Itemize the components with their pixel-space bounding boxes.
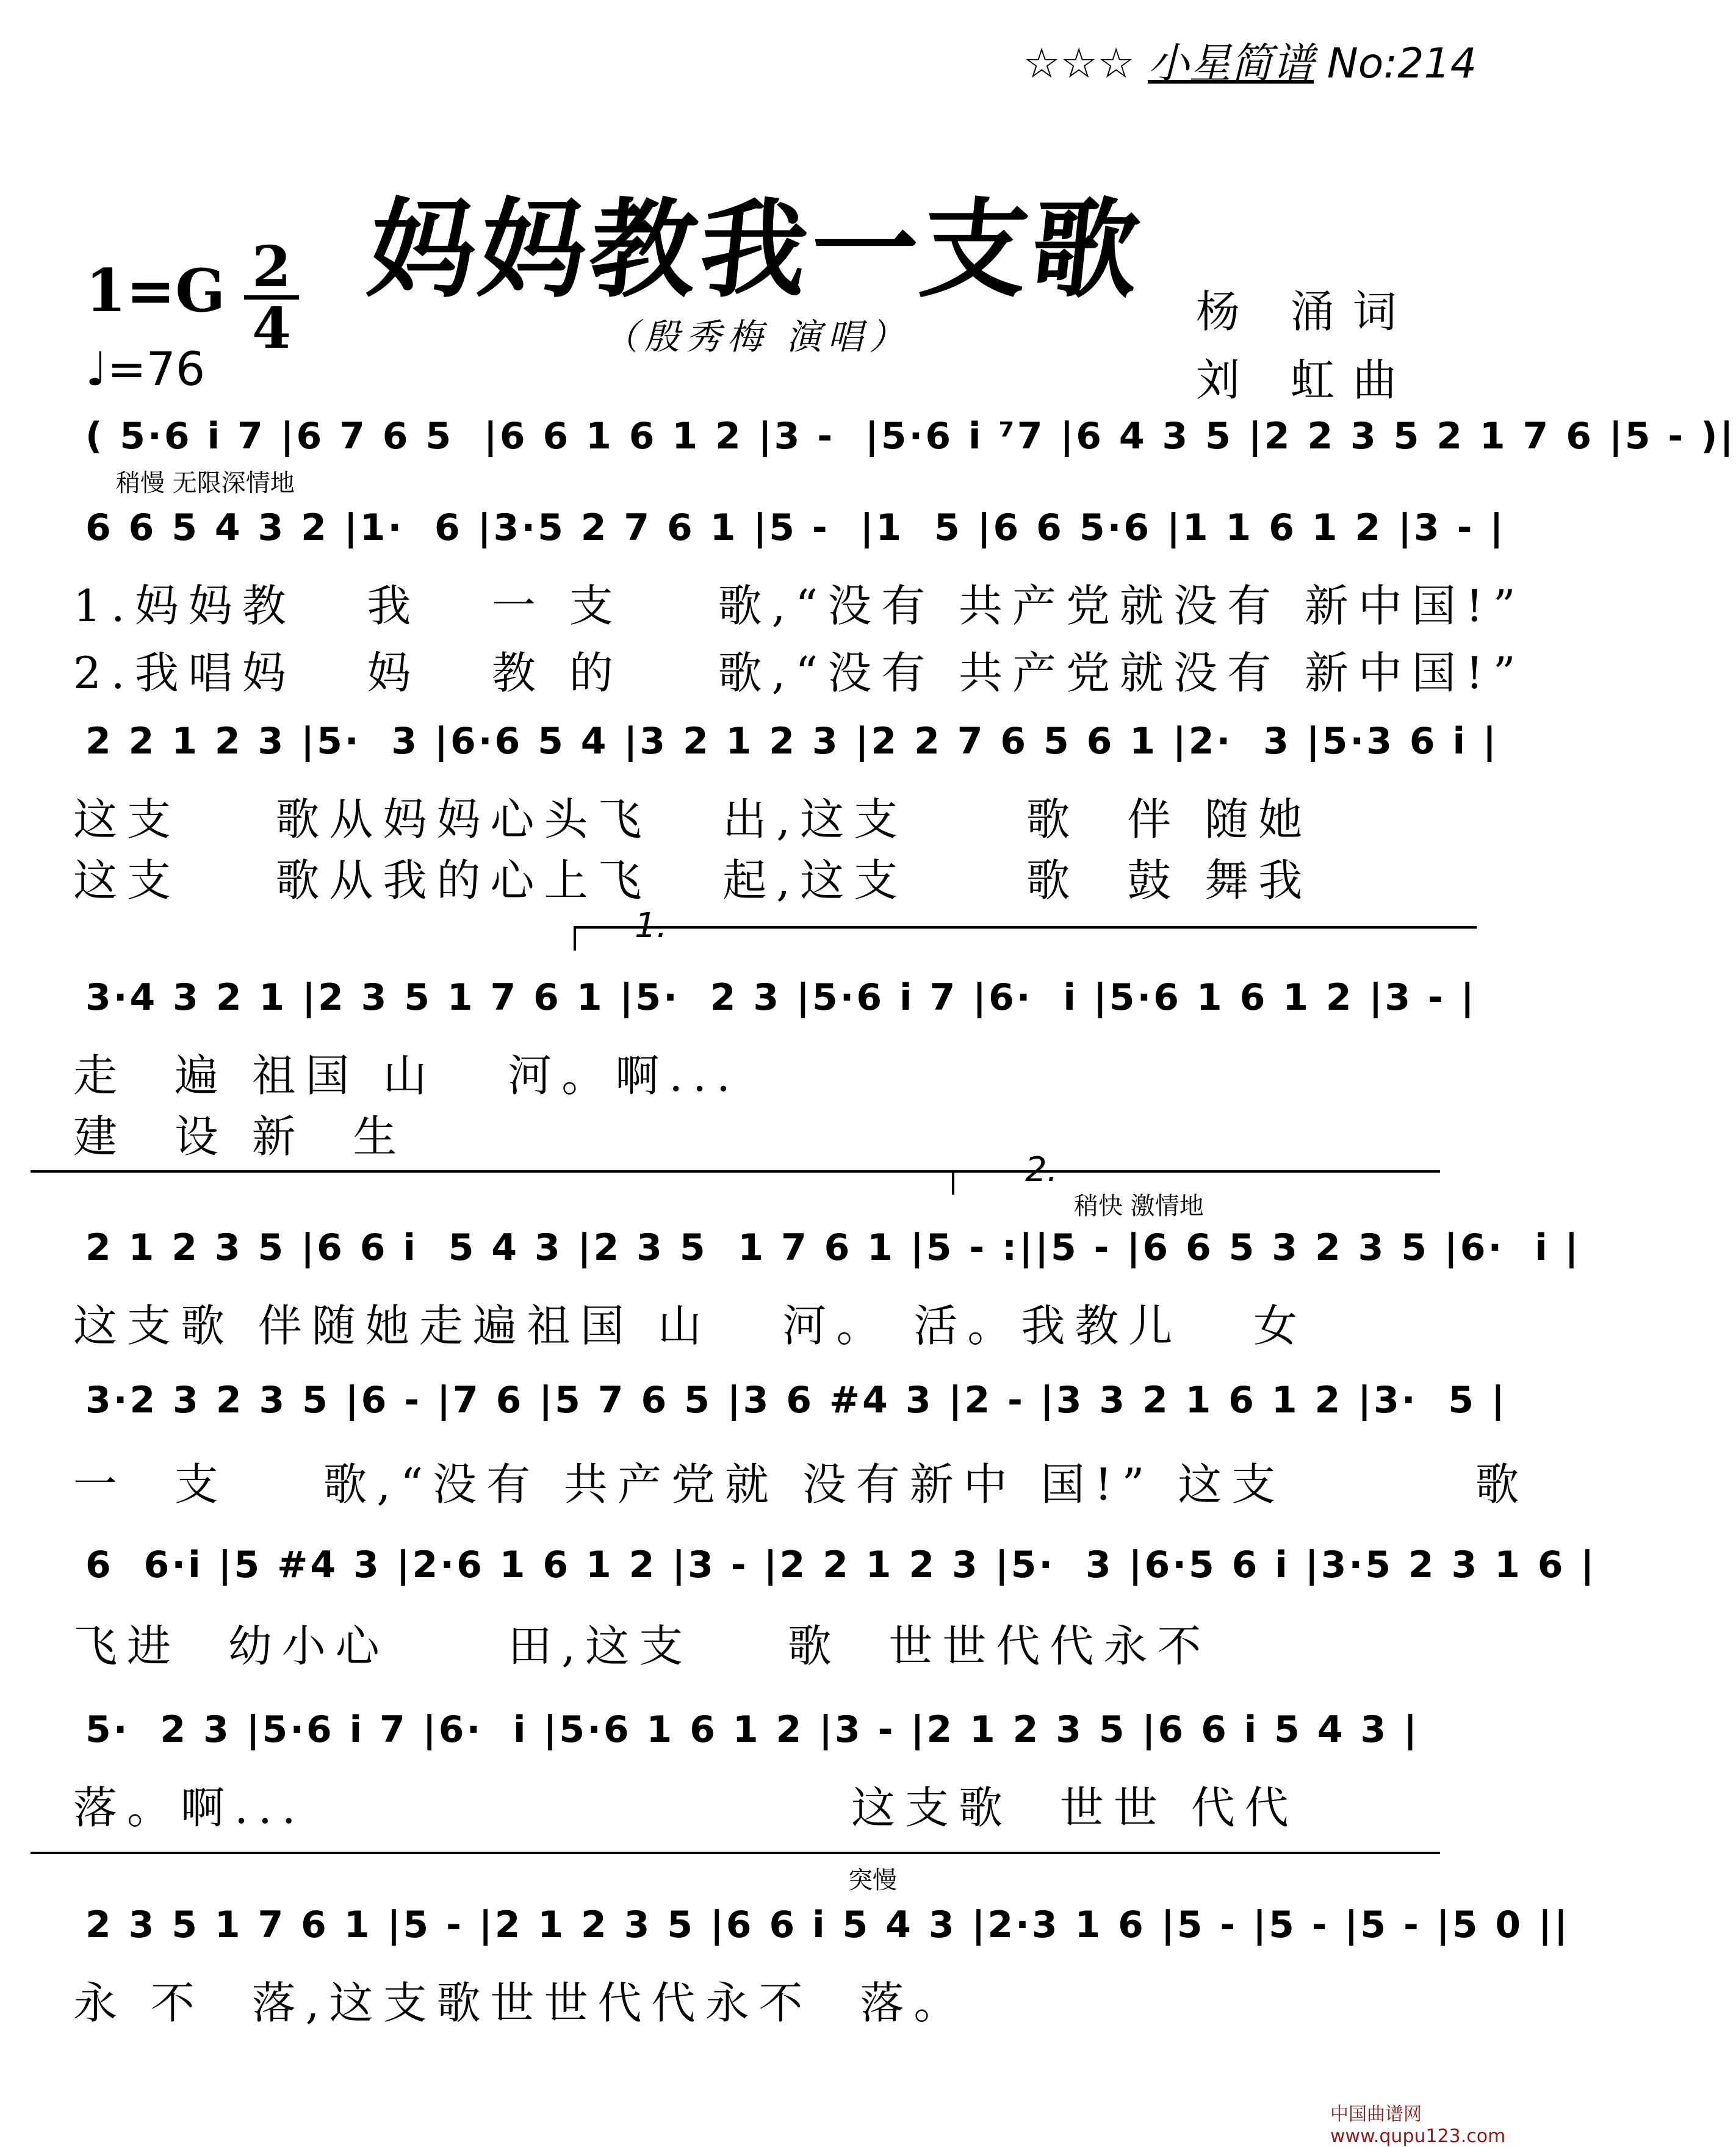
volta-bracket-edge: [574, 926, 576, 951]
performer: （殷秀梅 演唱）: [602, 316, 911, 358]
volta-label: 2.: [1025, 1150, 1058, 1190]
lyric-line: 一 支 歌,“没有 共产党就 没有新中 国!” 这支 歌: [73, 1459, 1529, 1510]
lyric-line: 落。啊... 这支歌 世世 代代: [73, 1782, 1298, 1833]
section-divider: [31, 1852, 1440, 1854]
volta-label: 1.: [635, 906, 668, 946]
expression-mark: 突慢: [848, 1866, 897, 1894]
lyric-line: 2.我唱妈 妈 教 的 歌,“没有 共产党就没有 新中国!”: [73, 647, 1525, 699]
lyric-line: 这支 歌从妈妈心头飞 出,这支 歌 伴 随她: [73, 794, 1313, 845]
notation-line: 3·2 3 2 3 5 |6 - |7 6 |5 7 6 5 |3 6 #4 3 |2 - |3 3 2 1 6 1 2 |3· 5 |: [85, 1379, 1507, 1422]
notation-line: 6 6·i |5 #4 3 |2·6 1 6 1 2 |3 - |2 2 1 2 3 |5· 3 |6·5 6 i |3·5 2 3 1 6 |: [85, 1544, 1597, 1586]
volta-bracket-edge: [952, 1170, 954, 1195]
lyricist: 杨 涌词: [1196, 286, 1415, 337]
brand-header: [0, 31, 1477, 90]
notation-line: 5· 2 3 |5·6 i 7 |6· i |5·6 1 6 1 2 |3 - |2 1 2 3 5 |6 6 i 5 4 3 |: [85, 1708, 1420, 1751]
expression-mark: 稍慢 无限深情地: [116, 469, 295, 497]
lyric-line: 建 设 新 生: [73, 1111, 407, 1162]
song-title: 妈妈教我一支歌: [362, 187, 1149, 312]
lyric-line: 飞进 幼小心 田,这支 歌 世世代代永不: [73, 1620, 1211, 1672]
lyric-line: 这支 歌从我的心上飞 起,这支 歌 鼓 舞我: [73, 855, 1313, 906]
notation-line: 6 6 5 4 3 2 |1· 6 |3·5 2 7 6 1 |5 - |1 5 |6 6 5·6 |1 1 6 1 2 |3 - |: [85, 506, 1506, 549]
lyric-line: 这支歌 伴随她走遍祖国 山 河。 活。我教儿 女: [73, 1300, 1307, 1351]
section-divider: [31, 1170, 1440, 1173]
composer: 刘 虹曲: [1196, 354, 1415, 406]
brand-stars: ☆☆☆: [1023, 40, 1135, 88]
site-watermark: 中国曲谱网 www.qupu123.com: [1330, 2104, 1506, 2147]
notation-line: 2 3 5 1 7 6 1 |5 - |2 1 2 3 5 |6 6 i 5 4 3 |2·3 1 6 |5 - |5 - |5 - |5 0 ||: [85, 1904, 1570, 1946]
time-signature: [244, 234, 299, 361]
key-signature: 1=G: [85, 256, 226, 325]
brand-name[interactable]: 小星简谱: [1148, 40, 1314, 88]
notation-line: ( 5·6 i 7 |6 7 6 5 |6 6 1 6 1 2 |3 - |5·6 i ⁷7 |6 4 3 5 |2 2 3 5 2 1 7 6 |5 - )|: [85, 415, 1736, 458]
time-signature-top: 2: [251, 234, 291, 300]
time-signature-bottom: 4: [251, 295, 291, 361]
notation-line: 2 1 2 3 5 |6 6 i 5 4 3 |2 3 5 1 7 6 1 |5 - :||5 - |6 6 5 3 2 3 5 |6· i |: [85, 1226, 1581, 1269]
credits: [1196, 278, 1415, 414]
volta-bracket: [574, 926, 1477, 929]
lyric-line: 走 遍 祖国 山 河。啊...: [73, 1050, 740, 1101]
lyric-line: 永 不 落,这支歌世世代代永不 落。: [73, 1977, 968, 2029]
tempo-marking: ♩=76: [85, 342, 206, 396]
notation-line: 3·4 3 2 1 |2 3 5 1 7 6 1 |5· 2 3 |5·6 i 7 |6· i |5·6 1 6 1 2 |3 - |: [85, 976, 1477, 1019]
expression-mark: 稍快 激情地: [1074, 1192, 1204, 1220]
lyric-line: 1.妈妈教 我 一 支 歌,“没有 共产党就没有 新中国!”: [73, 580, 1525, 631]
notation-line: 2 2 1 2 3 |5· 3 |6·6 5 4 |3 2 1 2 3 |2 2 7 6 5 6 1 |2· 3 |5·3 6 i |: [85, 720, 1499, 763]
sheet-number: No:214: [1327, 40, 1477, 88]
